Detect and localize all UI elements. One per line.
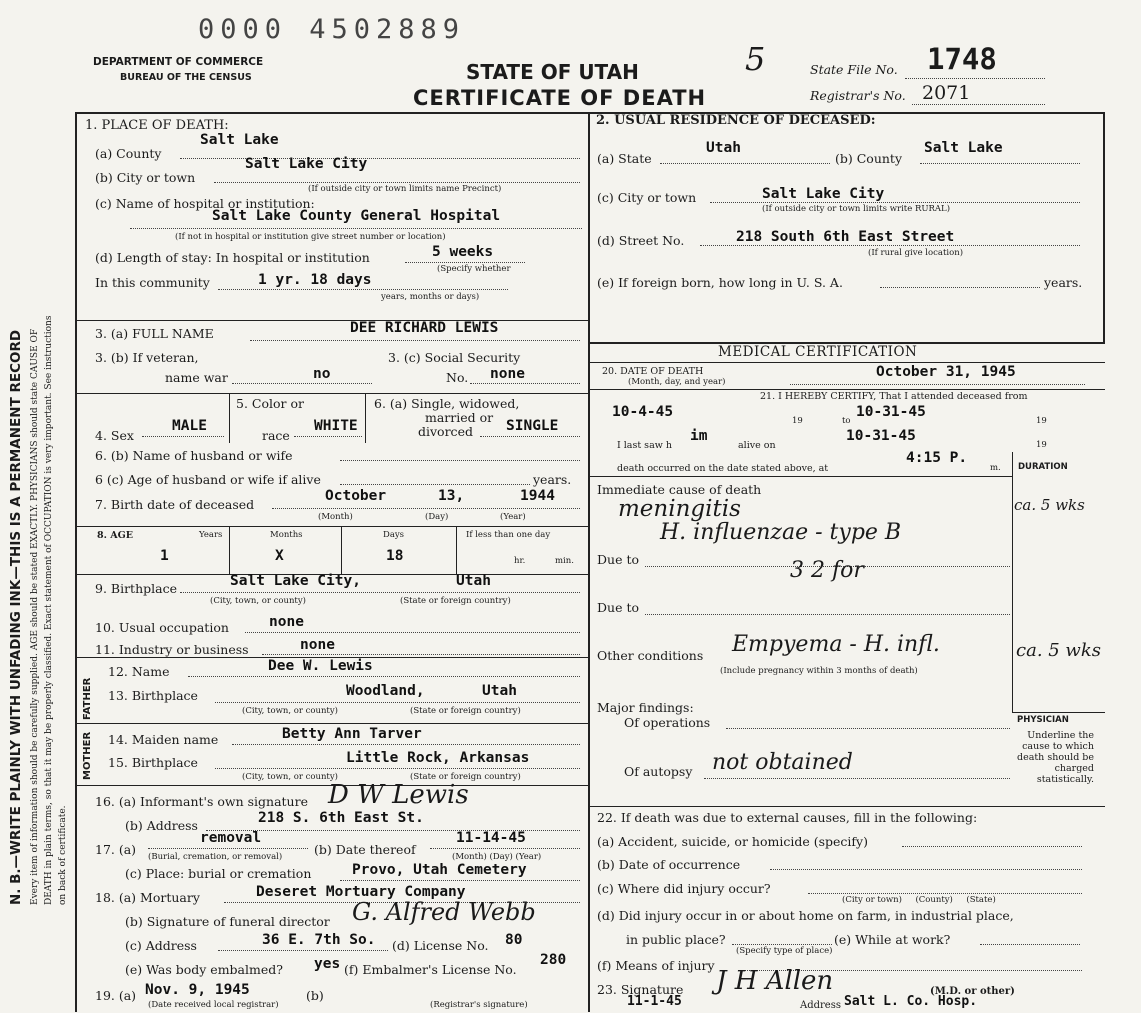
bp-caption-1: (City, town, or county) (210, 596, 306, 606)
place-label: (c) Place: burial or cremation (125, 866, 312, 881)
stay-note: (Specify whether (437, 264, 511, 274)
res-street-line (700, 245, 1080, 246)
war-line (232, 383, 372, 384)
father-name-line (188, 676, 580, 677)
informant-label: 16. (a) Informant's own signature (95, 794, 308, 809)
father-bp-label: 13. Birthplace (108, 688, 198, 703)
autopsy-label: Of autopsy (624, 764, 693, 779)
marital-value: SINGLE (506, 418, 559, 434)
mother-bp-value: Little Rock, Arkansas (346, 750, 530, 766)
burial-label: 17. (a) (95, 842, 137, 857)
external-b-label: (b) Date of occurrence (597, 857, 741, 872)
place-heading: 1. PLACE OF DEATH: (85, 118, 229, 133)
physician-label: PHYSICIAN (1017, 715, 1069, 725)
date-of-death-line (790, 384, 1085, 385)
race-value: WHITE (314, 418, 358, 434)
hr-label: hr. (514, 556, 526, 566)
external-e-label: (e) While at work? (834, 932, 951, 947)
operations-line (726, 728, 1010, 729)
community-value: 1 yr. 18 days (258, 272, 372, 288)
spouse-label: 6. (b) Name of husband or wife (95, 448, 293, 463)
due-to-label: Due to (597, 552, 639, 567)
cause-2: 3 2 for (790, 558, 864, 583)
left-vline-6 (365, 393, 366, 443)
hospital-note: (If not in hospital or institution give street number or location) (175, 232, 446, 242)
father-name-value: Dee W. Lewis (268, 658, 373, 674)
external-d-label: (d) Did injury occur in or about home on farm, in industrial place, (597, 908, 1014, 923)
father-bp-caption-2: (State or foreign country) (410, 706, 521, 716)
handwritten-mark: 5 (745, 40, 766, 78)
burial-date-line (430, 848, 580, 849)
m-label: m. (990, 463, 1001, 473)
md-label: (M.D. or other) (930, 986, 1015, 997)
mort-address-value: 36 E. 7th So. (262, 932, 376, 948)
marital-label-2: married or (425, 410, 494, 425)
county-label: (a) County (95, 146, 162, 161)
father-bp-caption-1: (City, town, or county) (242, 706, 338, 716)
res-state-label: (a) State (597, 151, 652, 166)
other-value: Empyema - H. infl. (732, 632, 940, 657)
father-bp-city: Woodland, (346, 683, 425, 699)
place-value: Provo, Utah Cemetery (352, 862, 527, 878)
mother-name-line (232, 744, 580, 745)
mother-bp-caption-2: (State or foreign country) (410, 772, 521, 782)
cause-1b: H. influenzae - type B (660, 520, 902, 545)
embalmed-label: (e) Was body embalmed? (125, 962, 283, 977)
community-label: In this community (95, 275, 210, 290)
frame-top (75, 112, 1105, 114)
residence-heading: 2. USUAL RESIDENCE OF DECEASED: (596, 113, 876, 128)
to-label: to (842, 416, 851, 426)
father-name-label: 12. Name (108, 664, 170, 679)
state-file-label: State File No. (810, 62, 898, 77)
medical-heading: MEDICAL CERTIFICATION (718, 344, 918, 360)
occupation-label: 10. Usual occupation (95, 620, 229, 635)
min-label: min. (555, 556, 574, 566)
physician-note: Underline the cause to which death should be charged statistically. (1017, 730, 1094, 785)
age-vline-3 (456, 526, 457, 574)
external-e-line (980, 944, 1080, 945)
res-county-line (920, 163, 1080, 164)
frame-right (1103, 112, 1105, 342)
full-name-value: DEE RICHARD LEWIS (350, 320, 499, 336)
res-street-label: (d) Street No. (597, 233, 685, 248)
ssn-no-label: No. (446, 370, 469, 385)
war-label: name war (165, 370, 228, 385)
community-line (218, 289, 508, 290)
burial-date-note: (Month) (Day) (Year) (452, 852, 542, 862)
address-label: (b) Address (125, 818, 198, 833)
external-c-note: (City or town) (County) (State) (842, 895, 996, 905)
spouse-age-label: 6 (c) Age of husband or wife if alive (95, 472, 321, 487)
city-note: (If outside city or town limits name Precinct) (308, 184, 502, 194)
spouse-age-suffix: years. (533, 472, 572, 487)
age-days-value: 18 (386, 548, 404, 564)
nineteen-3: 19 (1036, 440, 1047, 450)
certify-label: 21. I HEREBY CERTIFY, That I attended deceased from (760, 391, 1028, 402)
external-f-label: (f) Means of injury (597, 958, 715, 973)
res-city-note: (If outside city or town limits write RURAL) (762, 204, 951, 214)
year-caption: (Year) (500, 512, 526, 522)
full-name-label: 3. (a) FULL NAME (95, 326, 214, 341)
res-state-value: Utah (706, 140, 741, 156)
less-day-label: If less than one day (466, 530, 551, 540)
signature-label: 23. Signature (597, 982, 684, 997)
left-vline-5 (229, 393, 230, 443)
burial-line (148, 848, 308, 849)
industry-label: 11. Industry or business (95, 642, 249, 657)
res-state-line (660, 163, 830, 164)
sex-label: 4. Sex (95, 428, 134, 443)
external-b-line (770, 869, 1082, 870)
mort-address-line (218, 950, 388, 951)
last-saw-label: I last saw h (617, 440, 672, 451)
serial-number: 0000 4502889 (198, 14, 466, 45)
alive-on-label: alive on (738, 440, 776, 451)
birthplace-line (180, 592, 580, 593)
embalmed-value: yes (314, 956, 341, 972)
registrar-label: Registrar's No. (810, 88, 906, 103)
res-city-label: (c) City or town (597, 190, 697, 205)
duration-2: ca. 5 wks (1016, 640, 1101, 661)
res-county-value: Salt Lake (924, 140, 1003, 156)
received-label: 19. (a) (95, 988, 137, 1003)
other-note: (Include pregnancy within 3 months of death) (720, 666, 918, 676)
medical-heading-line (588, 362, 1105, 363)
director-label: (b) Signature of funeral director (125, 914, 330, 929)
res-foreign-label: (e) If foreign born, how long in U. S. A. (597, 275, 843, 290)
mother-bp-line (215, 768, 580, 769)
marital-line (480, 436, 580, 437)
signature-address: Salt L. Co. Hosp. (844, 994, 978, 1009)
address-value: 218 S. 6th East St. (258, 810, 424, 826)
due-to-2-line (645, 614, 1010, 615)
res-city-value: Salt Lake City (762, 186, 885, 202)
occurred-label: death occurred on the date stated above, at (617, 463, 829, 474)
birthplace-city: Salt Lake City, (230, 573, 361, 589)
hospital-line (130, 228, 582, 229)
city-value: Salt Lake City (245, 156, 368, 172)
birth-month: October (325, 488, 387, 504)
external-c-label: (c) Where did injury occur? (597, 881, 771, 896)
father-bp-state: Utah (482, 683, 517, 699)
place-line (340, 880, 580, 881)
embalmer-value: 280 (540, 952, 567, 968)
physician-box-top (1012, 712, 1105, 713)
margin-instruction-main: N. B.—WRITE PLAINLY WITH UNFADING INK—THIS IS A PERMANENT RECORD (8, 329, 24, 905)
color-label: 5. Color or (236, 396, 304, 411)
mother-name-value: Betty Ann Tarver (282, 726, 422, 742)
external-a-line (902, 846, 1082, 847)
industry-line (262, 654, 580, 655)
state-file-line (905, 78, 1045, 79)
county-value: Salt Lake (200, 132, 279, 148)
mother-side-label: MOTHER (82, 731, 93, 780)
occupation-value: none (269, 614, 304, 630)
birthplace-label: 9. Birthplace (95, 581, 177, 596)
attended-to: 10-31-45 (856, 404, 926, 420)
age-vline-2 (341, 526, 342, 574)
right-row-external (588, 806, 1105, 807)
marital-label-3: divorced (418, 424, 473, 439)
margin-small-3: on back of certificate. (58, 805, 68, 905)
received-note: (Date received local registrar) (148, 1000, 279, 1010)
signature-date: 11-1-45 (627, 994, 682, 1009)
duration-vline (1012, 452, 1013, 712)
left-row-3 (75, 320, 588, 321)
community-note: years, months or days) (381, 292, 480, 302)
frame-left (75, 112, 77, 1012)
registrar-b-label: (b) (306, 988, 324, 1003)
res-street-value: 218 South 6th East Street (736, 229, 955, 245)
registrar-number: 2071 (922, 82, 971, 104)
day-caption: (Day) (425, 512, 449, 522)
mother-bp-caption-1: (City, town, or county) (242, 772, 338, 782)
race-label: race (262, 428, 290, 443)
father-bp-line (215, 702, 580, 703)
mother-bp-label: 15. Birthplace (108, 755, 198, 770)
burial-value: removal (200, 830, 262, 846)
father-side-label: FATHER (82, 677, 93, 720)
license-value: 80 (505, 932, 523, 948)
spouse-age-line (340, 484, 530, 485)
ssn-label: 3. (c) Social Security (388, 350, 521, 365)
date-of-death-value: October 31, 1945 (876, 364, 1016, 380)
years-label: Years (199, 530, 223, 540)
mother-name-label: 14. Maiden name (108, 732, 219, 747)
autopsy-line (704, 778, 1010, 779)
director-signature: G. Alfred Webb (352, 898, 536, 926)
external-heading: 22. If death was due to external causes, fill in the following: (597, 810, 978, 825)
spouse-line (340, 460, 580, 461)
months-label: Months (270, 530, 303, 540)
stay-line (405, 262, 525, 263)
duration-1: ca. 5 wks (1014, 496, 1085, 514)
informant-signature: D W Lewis (328, 780, 469, 810)
ssn-line (470, 383, 580, 384)
burial-date-value: 11-14-45 (456, 830, 526, 846)
res-foreign-suffix: years. (1044, 275, 1083, 290)
age-months-value: X (275, 548, 284, 564)
burial-note: (Burial, cremation, or removal) (148, 852, 283, 862)
burial-date-label: (b) Date thereof (314, 842, 416, 857)
immediate-label: Immediate cause of death (597, 482, 762, 497)
other-label: Other conditions (597, 648, 704, 663)
sex-value: MALE (172, 418, 207, 434)
external-c-line (808, 893, 1082, 894)
nineteen-1: 19 (792, 416, 803, 426)
industry-value: none (300, 637, 335, 653)
veteran-label: 3. (b) If veteran, (95, 350, 199, 365)
mother-side-top (75, 723, 588, 724)
attended-from: 10-4-45 (612, 404, 674, 420)
certificate-title: CERTIFICATE OF DEATH (413, 86, 707, 110)
age-years-value: 1 (160, 548, 169, 564)
external-d-label-2: in public place? (626, 932, 726, 947)
due-to-2-label: Due to (597, 600, 639, 615)
margin-small-2: DEATH in plain terms, so that it may be properly classified. Exact statement of OCCUPATION is very important. See instructions (44, 315, 54, 905)
mort-address-label: (c) Address (125, 938, 197, 953)
external-a-label: (a) Accident, suicide, or homicide (specify) (597, 834, 868, 849)
registrar-note: (Registrar's signature) (430, 1000, 528, 1010)
res-street-note: (If rural give location) (868, 248, 964, 258)
city-label: (b) City or town (95, 170, 196, 185)
sex-line (142, 436, 224, 437)
nineteen-2: 19 (1036, 416, 1047, 426)
time-of-death: 4:15 P. (906, 450, 968, 466)
age-label: 8. AGE (97, 530, 133, 541)
stay-hospital-value: 5 weeks (432, 244, 494, 260)
received-value: Nov. 9, 1945 (145, 982, 250, 998)
mortuary-value: Deseret Mortuary Company (256, 884, 466, 900)
birthdate-label: 7. Birth date of deceased (95, 497, 255, 512)
age-vline-1 (229, 526, 230, 574)
column-divider (588, 112, 590, 1012)
bp-caption-2: (State or foreign country) (400, 596, 511, 606)
birthplace-state: Utah (456, 573, 491, 589)
hospital-value: Salt Lake County General Hospital (212, 208, 501, 224)
full-name-line (250, 340, 580, 341)
birth-year: 1944 (520, 488, 555, 504)
license-label: (d) License No. (392, 938, 489, 953)
ssn-value: none (490, 366, 525, 382)
marital-label-1: 6. (a) Single, widowed, (374, 396, 520, 411)
birthdate-line (272, 508, 580, 509)
margin-small-1: Every item of information should be carefully supplied. AGE should be stated EXACTLY. PHYSICIANS should state CAUSE OF (30, 328, 40, 905)
date-of-death-note: (Month, day, and year) (628, 377, 726, 387)
occupation-line (245, 632, 580, 633)
hospital-label: (c) Name of hospital or institution: (95, 196, 315, 211)
department-label: DEPARTMENT OF COMMERCE (93, 56, 264, 68)
days-label: Days (383, 530, 405, 540)
state-file-number: 1748 (927, 42, 997, 76)
bureau-label: BUREAU OF THE CENSUS (120, 72, 252, 83)
left-row-4 (75, 393, 588, 394)
war-value: no (313, 366, 331, 382)
res-city-line (710, 202, 1080, 203)
registrar-line (912, 104, 1045, 105)
stay-label: (d) Length of stay: In hospital or institution (95, 250, 370, 265)
res-foreign-line (880, 287, 1040, 288)
major-label: Major findings: (597, 700, 694, 715)
duration-label: DURATION (1018, 462, 1068, 472)
external-d-line (732, 944, 832, 945)
autopsy-value: not obtained (712, 750, 853, 775)
last-saw-pronoun: im (690, 428, 708, 444)
immediate-row (588, 476, 1012, 477)
alive-on-value: 10-31-45 (846, 428, 916, 444)
cause-1: meningitis (618, 496, 741, 522)
county-line (180, 158, 580, 159)
external-d-note: (Specify type of place) (736, 946, 833, 956)
signature-address-label: Address (800, 1000, 841, 1011)
embalmer-label: (f) Embalmer's License No. (344, 962, 517, 977)
city-line (214, 182, 580, 183)
medical-row-21 (588, 389, 1105, 390)
operations-label: Of operations (624, 715, 711, 730)
left-row-age (75, 526, 588, 527)
date-of-death-label: 20. DATE OF DEATH (602, 366, 704, 377)
res-county-label: (b) County (835, 151, 903, 166)
race-line (294, 436, 362, 437)
physician-signature: J H Allen (716, 966, 834, 996)
month-caption: (Month) (318, 512, 353, 522)
birth-day: 13, (438, 488, 465, 504)
mortuary-label: 18. (a) Mortuary (95, 890, 200, 905)
state-title: STATE OF UTAH (466, 60, 639, 84)
